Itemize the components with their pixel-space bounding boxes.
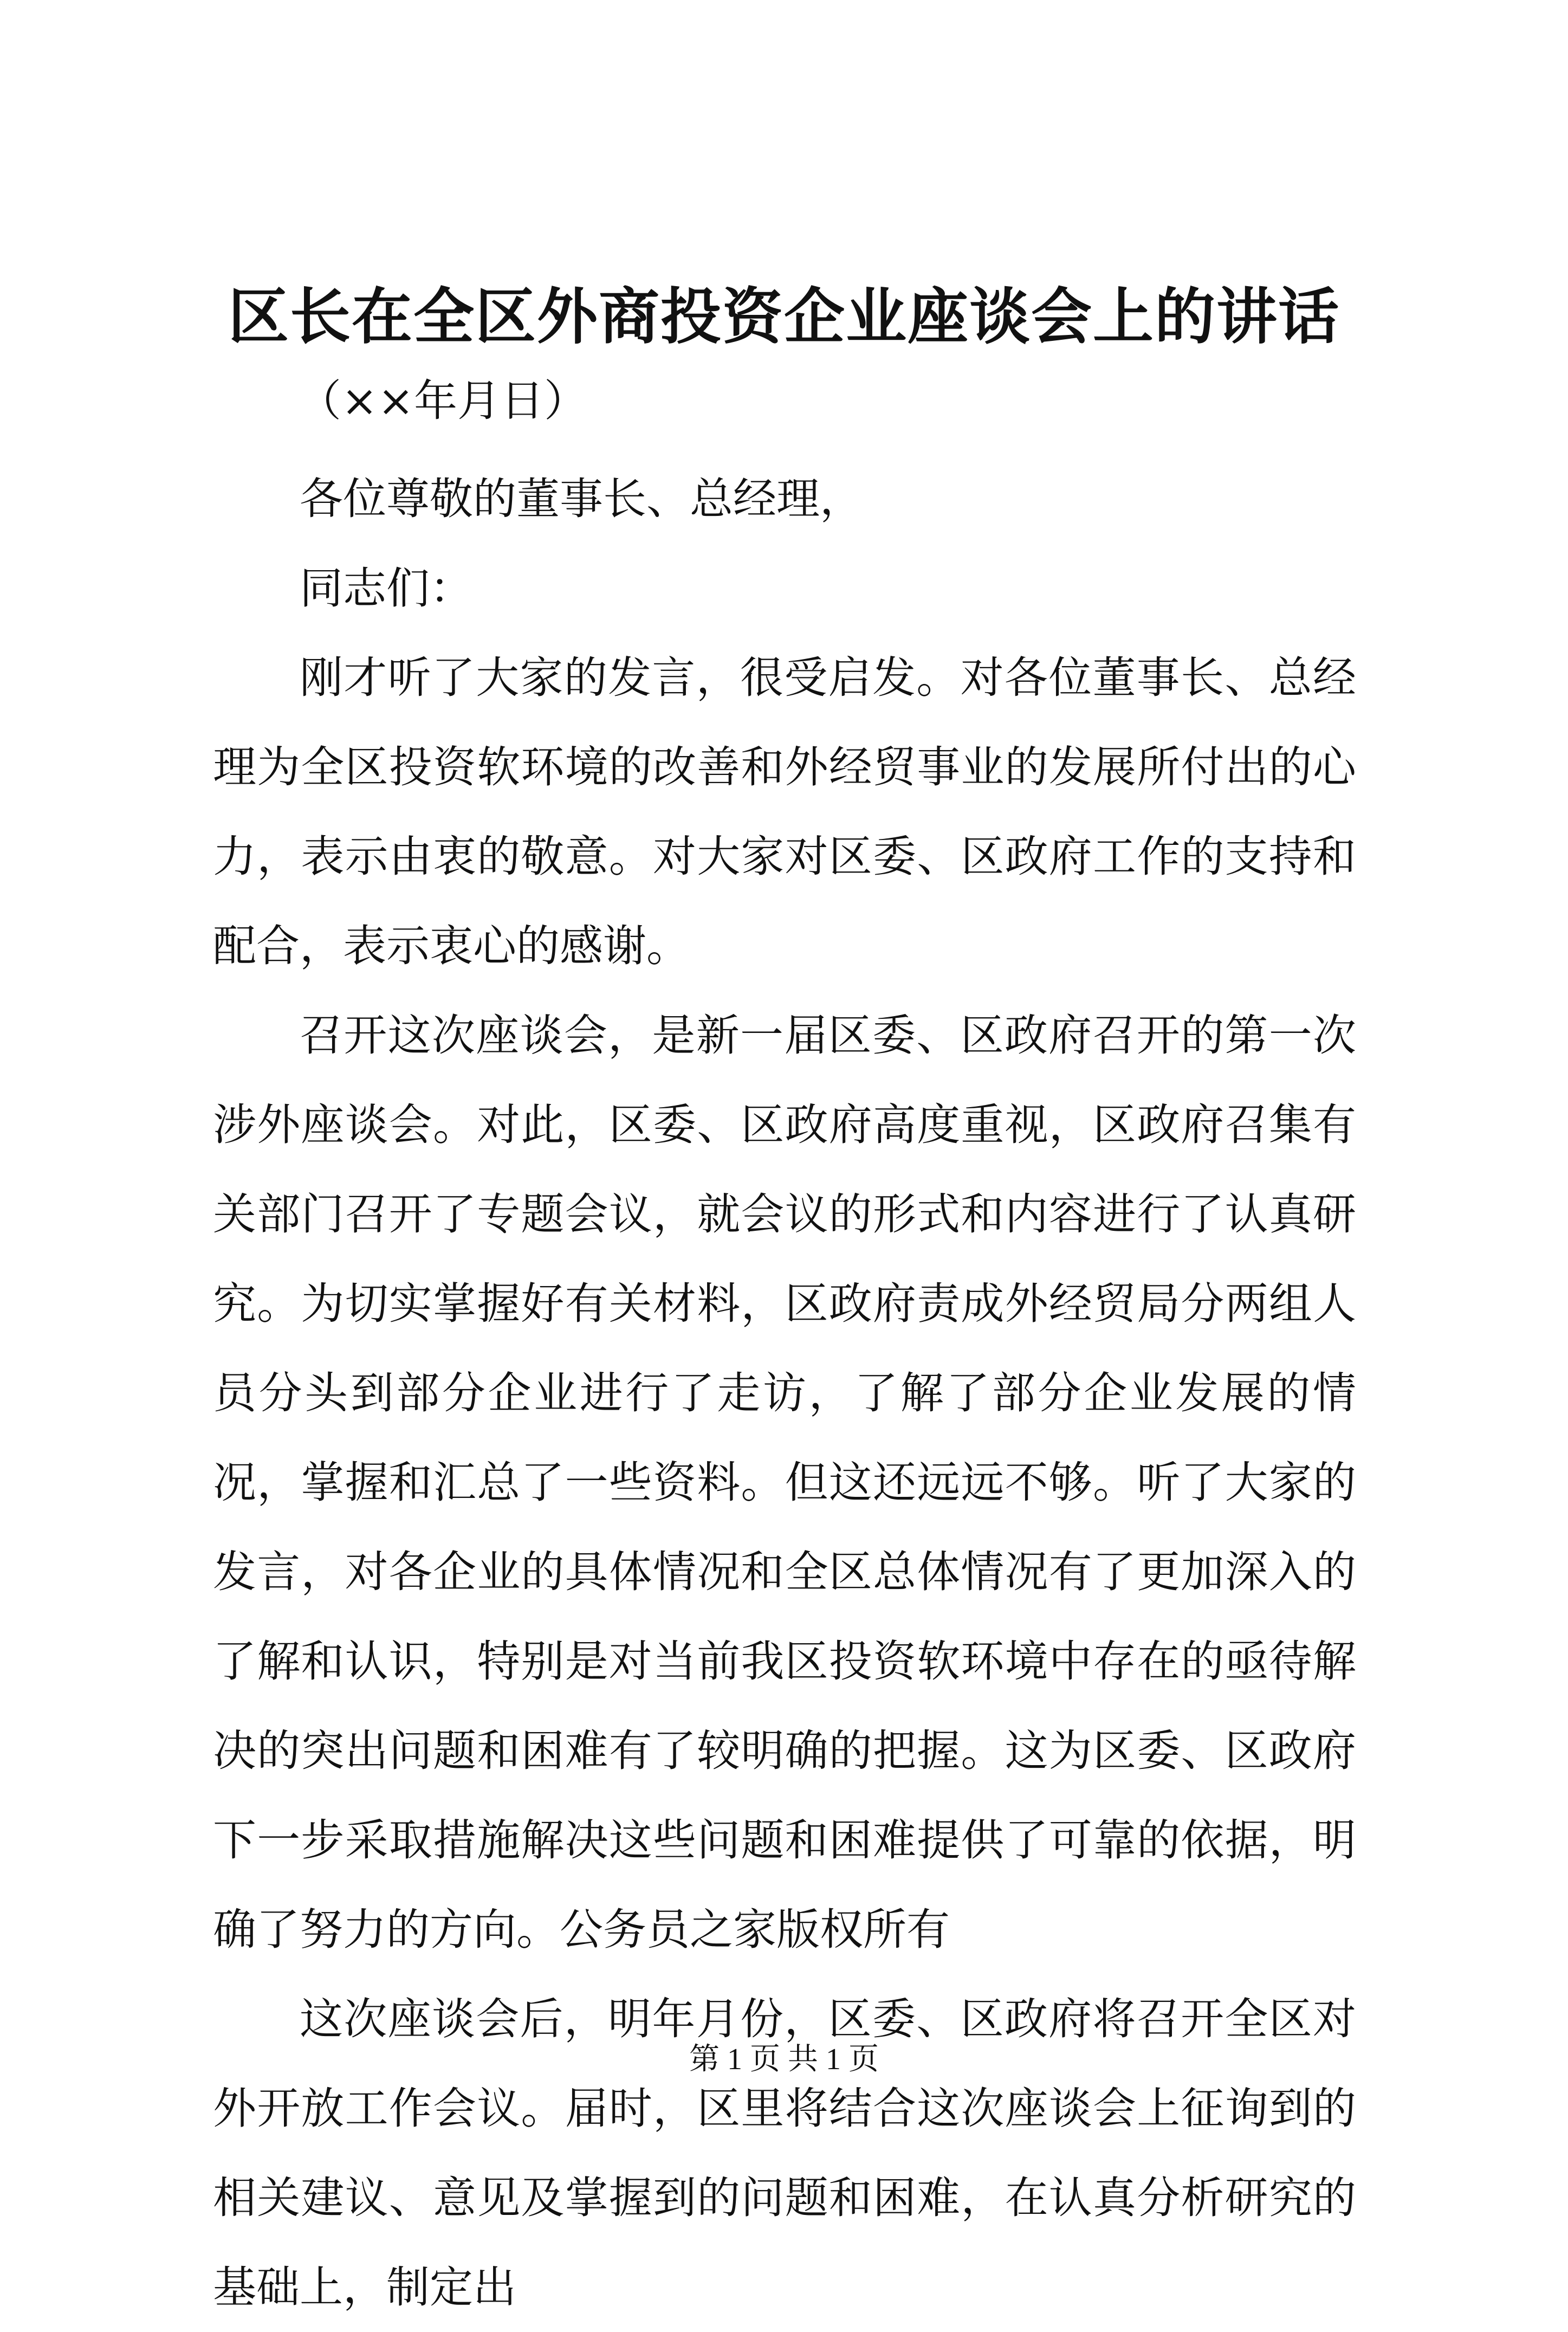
body-paragraph: 这次座谈会后，明年月份，区委、区政府将召开全区对外开放工作会议。届时，区里将结合这次座谈会上征询到的相关建议、意见及掌握到的问题和困难，在认真分析研究的基础上，制定出 <box>213 1994 1356 2312</box>
document-title: 区长在全区外商投资企业座谈会上的讲话 <box>228 281 1340 352</box>
salutation-line: 各位尊敬的董事长、总经理， <box>300 474 863 524</box>
body-paragraph: 召开这次座谈会，是新一届区委、区政府召开的第一次涉外座谈会。对此，区委、区政府高度重视，区政府召集有关部门召开了专题会议，就会议的形式和内容进行了认真研究。为切实掌握好有关材料，区政府责成外经贸局分两组人员分头到部分企业进行了走访，了解了部分企业发展的情况，掌握和汇总了一些资料。但这还远远不够。听了大家的发言，对各企业的具体情况和全区总体情况有了更加深入的了解和认识，特别是对当前我区投资软环境中存在的亟待解决的突出问题和困难有了较明确的把握。这为区委、区政府下一步采取措施解决这些问题和困难提供了可靠的依据，明确了努力的方向。公务员之家版权所有 <box>213 1010 1356 1955</box>
page-footer: 第 1 页 共 1 页 <box>689 2043 879 2076</box>
body-paragraph: 刚才听了大家的发言，很受启发。对各位董事长、总经理为全区投资软环境的改善和外经贸事业的发展所付出的心力，表示由衷的敬意。对大家对区委、区政府工作的支持和配合，表示衷心的感谢。 <box>213 653 1356 971</box>
salutation-line: 同志们： <box>300 563 473 613</box>
date-line: （××年月日） <box>298 376 588 426</box>
